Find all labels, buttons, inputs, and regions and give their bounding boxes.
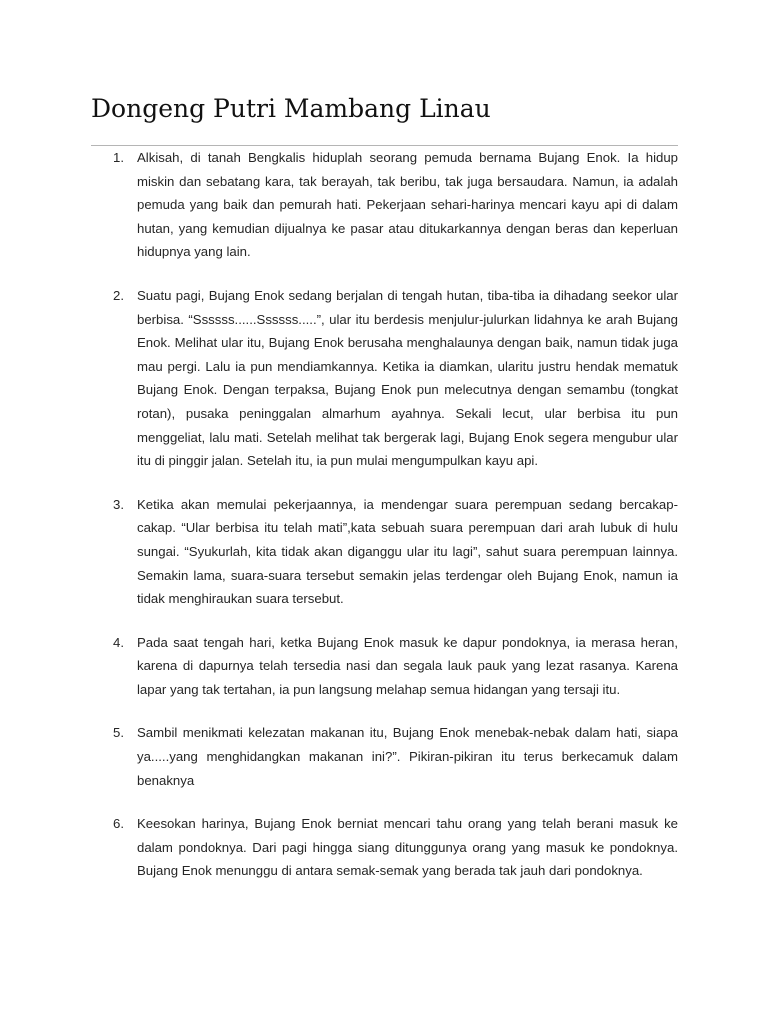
list-item-number: 6. bbox=[113, 816, 124, 832]
list-item-number: 4. bbox=[113, 634, 124, 650]
list-item-text: Sambil menikmati kelezatan makanan itu, Bujang Enok menebak-nebak dalam hati, siapa ya.....yang menghidangkan makanan ini?”. Pikiran-pikiran itu terus berkecamuk dalam benaknya bbox=[137, 725, 678, 788]
list-item-3 bbox=[91, 493, 678, 611]
list-item-number: 1. bbox=[113, 150, 124, 165]
list-item-number: 5. bbox=[113, 725, 124, 741]
list-item-1 bbox=[91, 146, 678, 264]
list-item-number: 2. bbox=[113, 287, 124, 303]
document-title: Dongeng Putri Mambang Linau bbox=[91, 94, 491, 123]
list-item-text: Pada saat tengah hari, ketka Bujang Enok masuk ke dapur pondoknya, ia merasa heran, karena di dapurnya telah tersedia nasi dan segala lauk pauk yang lezat rasanya. Karena lapar yang tak tertahan, ia pun langsung melahap semua hidangan yang tersaji itu. bbox=[137, 634, 678, 697]
list-item-text: Alkisah, di tanah Bengkalis hiduplah seorang pemuda bernama Bujang Enok. Ia hidup miskin dan sebatang kara, tak berayah, tak beribu, tak juga bersaudara. Namun, ia adalah pemuda yang baik dan pemurah hati. Pekerjaan sehari-harinya mencari kayu api di dalam hutan, yang kemudian dijualnya ke pasar atau ditukarkannya dengan beras dan keperluan hidupnya yang lain. bbox=[137, 150, 678, 260]
list-item-5 bbox=[91, 721, 678, 792]
list-item-4 bbox=[91, 631, 678, 702]
list-item-number: 3. bbox=[113, 496, 124, 512]
list-item-text: Keesokan harinya, Bujang Enok berniat mencari tahu orang yang telah berani masuk ke dalam pondoknya. Dari pagi hingga siang ditunggunya orang yang masuk ke pondoknya. Bujang Enok menunggu di antara semak-semak yang berada tak jauh dari pondoknya. bbox=[137, 816, 678, 879]
list-item-text: Suatu pagi, Bujang Enok sedang berjalan di tengah hutan, tiba-tiba ia dihadang seekor ular berbisa. “Ssssss......Ssssss.....”, ular itu berdesis menjulur-julurkan lidahnya ke arah Bujang Enok. Melihat ular itu, Bujang Enok berusaha menghalaunya dengan baik, namun tidak juga mau pergi. Lalu ia pun mendiamkannya. Ketika ia diamkan, ularitu justru hendak mematuk Bujang Enok. Dengan terpaksa, Bujang Enok pun melecutnya dengan semambu (tongkat rotan), pusaka peninggalan almarhum ayahnya. Sekali lecut, ular berbisa itu pun menggeliat, lalu mati. Setelah melihat tak bergerak lagi, Bujang Enok segera mengubur ular itu di pinggir jalan. Setelah itu, ia pun mulai mengumpulkan kayu api. bbox=[137, 287, 678, 469]
list-item-2 bbox=[91, 284, 678, 473]
story-paragraph-list bbox=[91, 146, 678, 883]
list-item-6 bbox=[91, 812, 678, 883]
list-item-text: Ketika akan memulai pekerjaannya, ia mendengar suara perempuan sedang bercakap-cakap. “Ular berbisa itu telah mati”,kata sebuah suara perempuan dari arah lubuk di hulu sungai. “Syukurlah, kita tidak akan diganggu ular itu lagi”, sahut suara perempuan lainnya. Semakin lama, suara-suara tersebut semakin jelas terdengar oleh Bujang Enok, namun ia tidak menghiraukan suara tersebut. bbox=[137, 496, 678, 607]
